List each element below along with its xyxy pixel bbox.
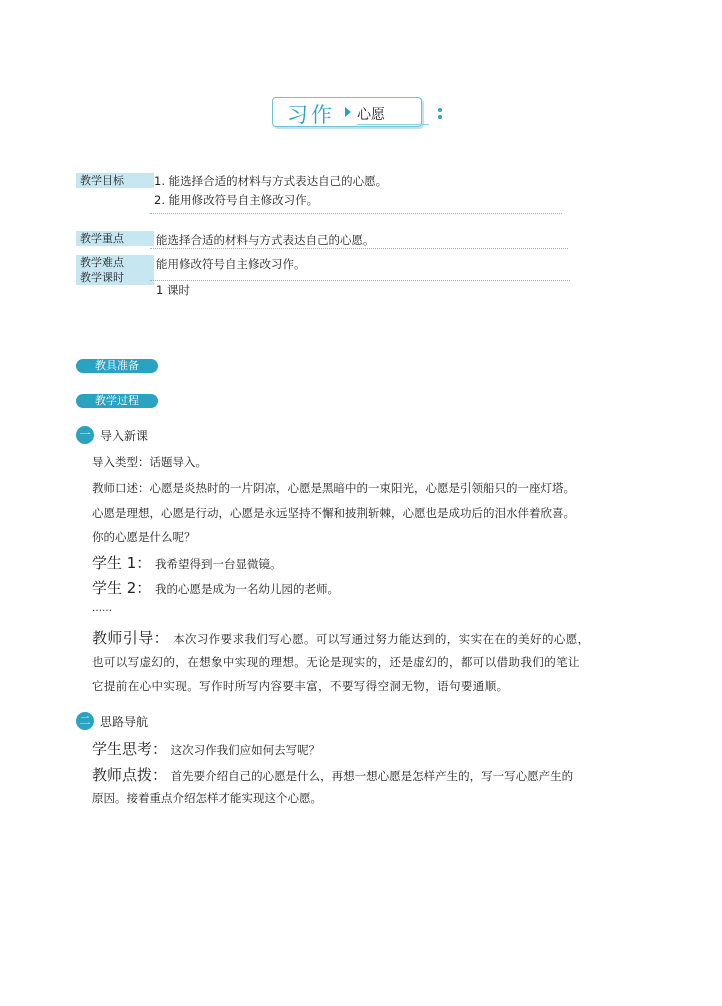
- goal-item-2: 2. 能用修改符号自主修改习作。: [154, 193, 319, 207]
- goal-label: 教学目标: [76, 173, 154, 188]
- section-1-title: 导入新课: [100, 429, 149, 443]
- hours-label: 教学课时: [76, 270, 154, 285]
- teacher-hint-text-1: 首先要介绍自己的心愿是什么，再想一想心愿是怎样产生的，写一写心愿产生的: [170, 769, 574, 783]
- section-2-title: 思路导航: [100, 715, 149, 729]
- intro-type: 导入类型：话题导入。: [92, 455, 207, 469]
- section-1-number: 一: [76, 426, 94, 444]
- teacher-speech-line-3: 你的心愿是什么呢？: [92, 530, 196, 544]
- title-box: [272, 97, 422, 127]
- student-1-label: 学生 1：: [92, 554, 152, 572]
- difficulty-label: 教学难点: [76, 255, 154, 270]
- teacher-guide-label: 教师引导：: [92, 629, 170, 647]
- teacher-guide-line-2: 也可以写虚幻的，在想象中实现的理想。无论是现实的，还是虚幻的，都可以借助我们的笔让: [92, 655, 580, 669]
- teacher-speech-line-2: 心愿是理想，心愿是行动，心愿是永远坚持不懈和披荆斩棘，心愿也是成功后的泪水伴着欣喜。: [92, 506, 575, 520]
- teacher-guide-line-1: [92, 627, 590, 648]
- student-2-text: 我的心愿是成为一名幼儿园的老师。: [154, 582, 339, 596]
- key-text: 能选择合适的材料与方式表达自己的心愿。: [156, 233, 375, 247]
- teacher-hint-line-2: 原因。接着重点介绍怎样才能实现这个心愿。: [92, 791, 322, 805]
- student-think-text: 这次习作我们应如何去写呢？: [170, 743, 321, 757]
- student-think-line: [92, 738, 320, 759]
- hours-text: 1 课时: [156, 283, 190, 297]
- ellipsis: ……: [92, 603, 112, 614]
- teacher-hint-label: 教师点拨：: [92, 766, 168, 784]
- divider: [150, 280, 570, 281]
- title-arrow-icon: [345, 107, 351, 117]
- process-pill: 教学过程: [76, 394, 158, 408]
- teacher-guide-line-3: 它提前在心中实现。写作时所写内容要丰富，不要写得空洞无物，语句要通顺。: [92, 679, 509, 693]
- teacher-guide-text-1: 本次习作要求我们写心愿。可以写通过努力能达到的，实实在在的美好的心愿，: [173, 632, 590, 646]
- prep-pill: 教具准备: [76, 359, 158, 373]
- divider: [150, 248, 568, 249]
- student-1-line: [92, 552, 281, 573]
- difficulty-text: 能用修改符号自主修改习作。: [156, 257, 306, 271]
- teacher-speech-line-1: 教师口述：心愿是炎热时的一片阴凉，心愿是黑暗中的一束阳光，心愿是引领船只的一座灯塔。: [92, 481, 575, 495]
- section-2-number: 二: [76, 712, 94, 730]
- title-main: 习作: [287, 103, 335, 127]
- title-dots-icon: [438, 108, 442, 122]
- student-2-label: 学生 2：: [92, 579, 152, 597]
- student-1-text: 我希望得到一台显微镜。: [154, 557, 282, 571]
- title-underline: [357, 124, 429, 125]
- student-2-line: [92, 577, 339, 598]
- goal-item-1: 1. 能选择合适的材料与方式表达自己的心愿。: [154, 174, 388, 188]
- divider: [150, 213, 562, 214]
- student-think-label: 学生思考：: [92, 740, 168, 758]
- key-label: 教学重点: [76, 231, 154, 246]
- title-banner: [272, 97, 440, 127]
- title-sub: 心愿: [357, 107, 385, 123]
- teacher-hint-line-1: [92, 764, 573, 785]
